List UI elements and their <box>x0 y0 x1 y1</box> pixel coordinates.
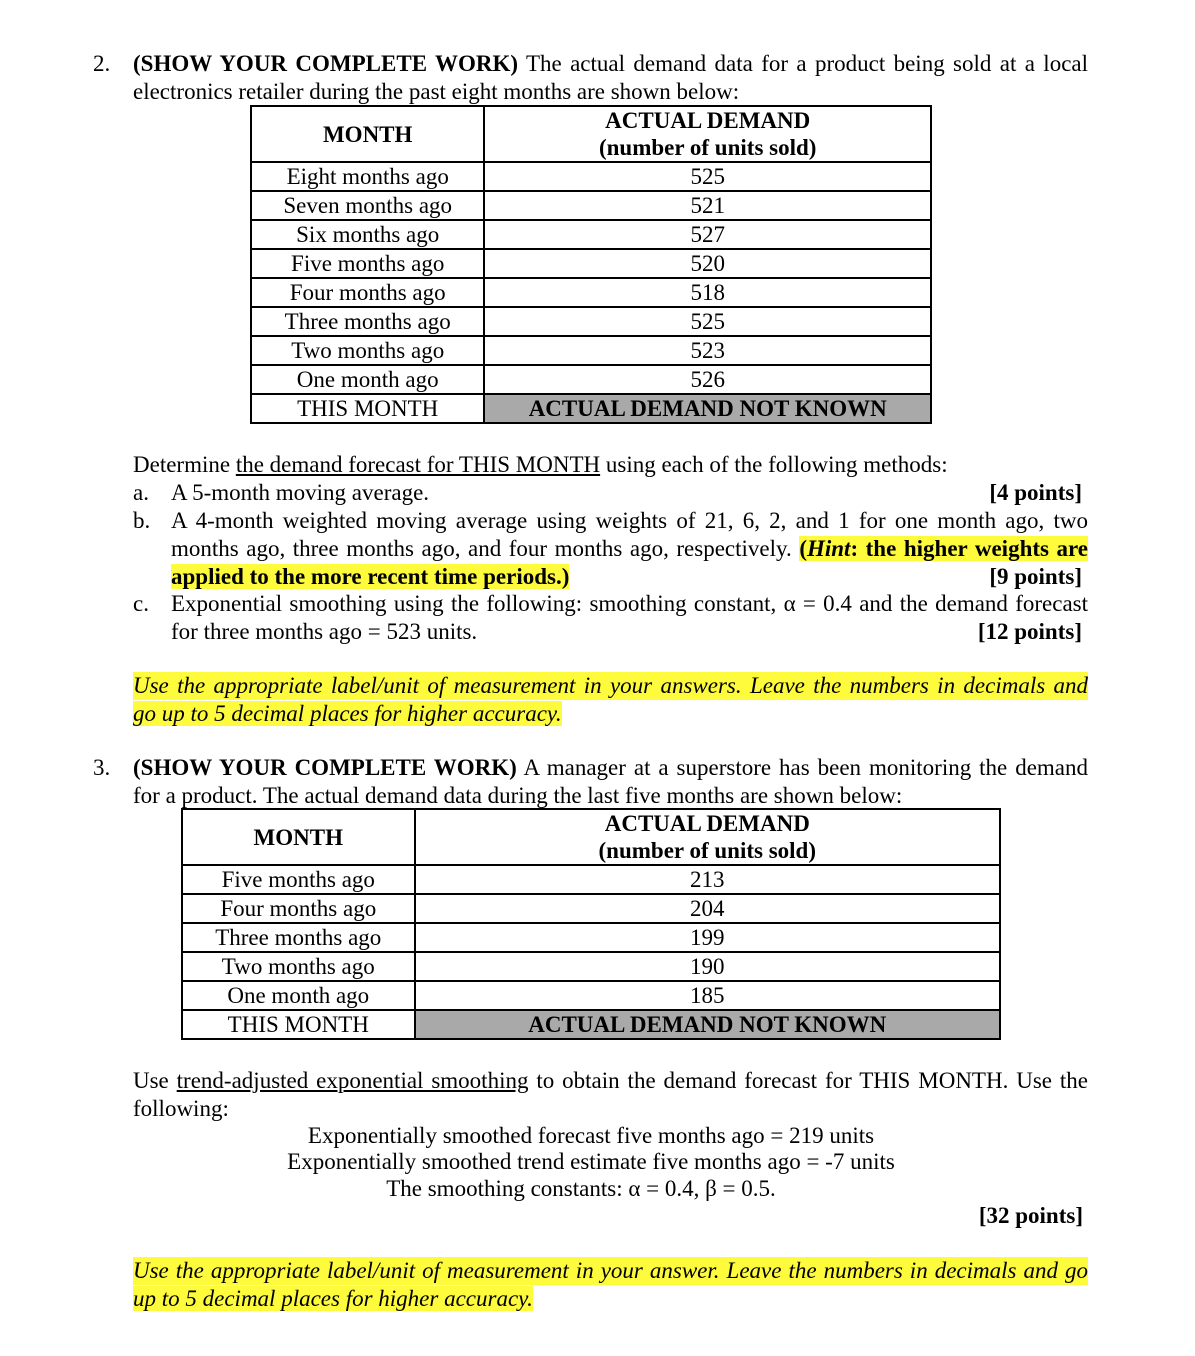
q3-demand-cell: 213 <box>415 865 1000 894</box>
q3-demand-cell: 199 <box>415 923 1000 952</box>
q2-item-b-line1: A 4-month weighted moving average using weights of 21, 6, 2, and 1 for one month ago, two <box>171 508 1088 533</box>
q3-given-2: Exponentially smoothed trend estimate five months ago = -7 units <box>287 1149 895 1174</box>
q3-this-month-demand: ACTUAL DEMAND NOT KNOWN <box>415 1010 1000 1039</box>
q2-determine-pre: Determine <box>133 452 236 477</box>
q2-item-a-text: A 5-month moving average. <box>171 480 430 505</box>
table-row <box>182 865 1000 894</box>
q2-demand-cell: 526 <box>484 365 931 394</box>
q3-note-line2-wrap <box>133 1285 1088 1313</box>
q2-this-month-label: THIS MONTH <box>251 394 484 423</box>
q2-intro-text: The actual demand data for a product being sold at a local <box>518 51 1088 76</box>
q2-item-c-line2: for three months ago = 523 units. <box>171 619 478 644</box>
table-row <box>251 249 931 278</box>
q3-month-cell: Five months ago <box>182 865 415 894</box>
q2-determine-post: using each of the following methods: <box>600 452 948 477</box>
table-row <box>182 923 1000 952</box>
q2-month-cell: Eight months ago <box>251 162 484 191</box>
q3-use-line1 <box>133 1067 1088 1095</box>
q2-demand-cell: 523 <box>484 336 931 365</box>
q2-col-demand-header-line1: ACTUAL DEMAND <box>605 108 811 133</box>
q2-item-b-label: b. <box>133 508 151 533</box>
q2-item-b-line2 <box>171 535 1088 563</box>
q2-month-cell: Seven months ago <box>251 191 484 220</box>
q2-item-a-points: [4 points] <box>989 480 1082 505</box>
q2-note-line1-wrap <box>133 672 1088 700</box>
q2-note-line2: go up to 5 decimal places for higher accuracy. <box>133 701 562 726</box>
q2-intro-line1 <box>133 50 1088 78</box>
q2-col-month-header: MONTH <box>251 106 484 162</box>
q2-hint-word: Hint <box>806 536 851 561</box>
q2-col-demand-header-line2: (number of units sold) <box>598 135 817 160</box>
q3-note-line1: Use the appropriate label/unit of measurement in your answer. Leave the numbers in decimals and go <box>133 1258 1088 1283</box>
q3-use-post: to obtain the demand forecast for THIS MONTH. Use the <box>528 1068 1089 1093</box>
q3-intro-line1 <box>133 754 1088 782</box>
q2-month-cell: Four months ago <box>251 278 484 307</box>
q2-item-b-hint <box>799 536 1088 561</box>
q2-item-c-label: c. <box>133 591 149 616</box>
q2-month-cell: Five months ago <box>251 249 484 278</box>
q3-col-demand-header-line2: (number of units sold) <box>598 838 816 863</box>
q3-note-line1-wrap <box>133 1257 1088 1285</box>
q2-month-cell: Six months ago <box>251 220 484 249</box>
table-row <box>251 162 931 191</box>
q2-col-demand-header <box>484 106 931 162</box>
q2-item-a <box>133 479 1088 507</box>
q3-month-cell: Two months ago <box>182 952 415 981</box>
q2-demand-cell: 521 <box>484 191 931 220</box>
q2-demand-cell: 518 <box>484 278 931 307</box>
q2-note-line2-wrap <box>133 700 1088 728</box>
q2-demand-cell: 520 <box>484 249 931 278</box>
q3-col-demand-header-line1: ACTUAL DEMAND <box>604 811 810 836</box>
q3-demand-cell: 204 <box>415 894 1000 923</box>
q2-item-c <box>133 590 1088 646</box>
q3-month-cell: Three months ago <box>182 923 415 952</box>
q2-demand-cell: 525 <box>484 307 931 336</box>
table-row <box>182 952 1000 981</box>
q2-month-cell: One month ago <box>251 365 484 394</box>
q3-month-cell: Four months ago <box>182 894 415 923</box>
q2-intro-bold: (SHOW YOUR COMPLETE WORK) <box>133 51 519 76</box>
q2-hint-open: ( <box>799 536 807 561</box>
q2-item-c-line1: Exponential smoothing using the following: smoothing constant, α = 0.4 and the demand forecast <box>171 591 1088 616</box>
table-row <box>251 365 931 394</box>
q3-col-month-header: MONTH <box>182 809 415 865</box>
q2-item-b-line3: applied to the more recent time periods.) <box>171 564 570 589</box>
q2-item-b-line3-wrap <box>171 563 1088 591</box>
q2-note-line1: Use the appropriate label/unit of measurement in your answers. Leave the numbers in decimals and <box>133 673 1088 698</box>
q3-this-month-label: THIS MONTH <box>182 1010 415 1039</box>
table-row <box>251 220 931 249</box>
q2-intro-line2: electronics retailer during the past eight months are shown below: <box>133 79 740 104</box>
q3-points: [32 points] <box>978 1203 1083 1228</box>
q3-given-3: The smoothing constants: α = 0.4, β = 0.5. <box>386 1176 776 1201</box>
q2-item-c-points: [12 points] <box>977 619 1082 644</box>
q3-intro-text: A manager at a superstore has been monitoring the demand <box>516 755 1088 780</box>
q3-month-cell: One month ago <box>182 981 415 1010</box>
table-row <box>251 336 931 365</box>
q2-determine-underlined: the demand forecast for THIS MONTH <box>235 452 601 477</box>
q2-determine <box>133 451 1088 479</box>
q3-note-line2: up to 5 decimal places for higher accuracy. <box>133 1286 533 1311</box>
q3-intro-bold: (SHOW YOUR COMPLETE WORK) <box>133 755 517 780</box>
q3-number: 3. <box>93 755 111 780</box>
q2-item-a-label: a. <box>133 480 149 505</box>
table-row <box>251 191 931 220</box>
q3-col-demand-header <box>415 809 1000 865</box>
q2-month-cell: Two months ago <box>251 336 484 365</box>
q2-demand-table <box>250 105 932 424</box>
q3-demand-table <box>181 808 1001 1040</box>
q3-given-1: Exponentially smoothed forecast five months ago = 219 units <box>307 1123 875 1148</box>
q2-item-b <box>133 507 1088 591</box>
q2-number: 2. <box>93 51 111 76</box>
q3-use-line2: following: <box>133 1096 229 1121</box>
q2-this-month-demand: ACTUAL DEMAND NOT KNOWN <box>484 394 931 423</box>
table-row <box>182 981 1000 1010</box>
q2-month-cell: Three months ago <box>251 307 484 336</box>
q2-demand-cell: 525 <box>484 162 931 191</box>
q3-demand-cell: 190 <box>415 952 1000 981</box>
q2-hint-rest: : the higher weights are <box>850 536 1089 561</box>
table-row <box>182 894 1000 923</box>
table-row <box>251 307 931 336</box>
q2-item-b-points: [9 points] <box>989 564 1082 589</box>
q3-use-underlined: trend-adjusted exponential smoothing <box>176 1068 529 1093</box>
q3-demand-cell: 185 <box>415 981 1000 1010</box>
q3-intro-line2: for a product. The actual demand data during the last five months are shown below: <box>133 783 903 808</box>
q2-demand-cell: 527 <box>484 220 931 249</box>
q2-item-b-line2-text: months ago, three months ago, and four months ago, respectively. <box>171 536 800 561</box>
q3-use-pre: Use <box>133 1068 177 1093</box>
table-row <box>251 278 931 307</box>
